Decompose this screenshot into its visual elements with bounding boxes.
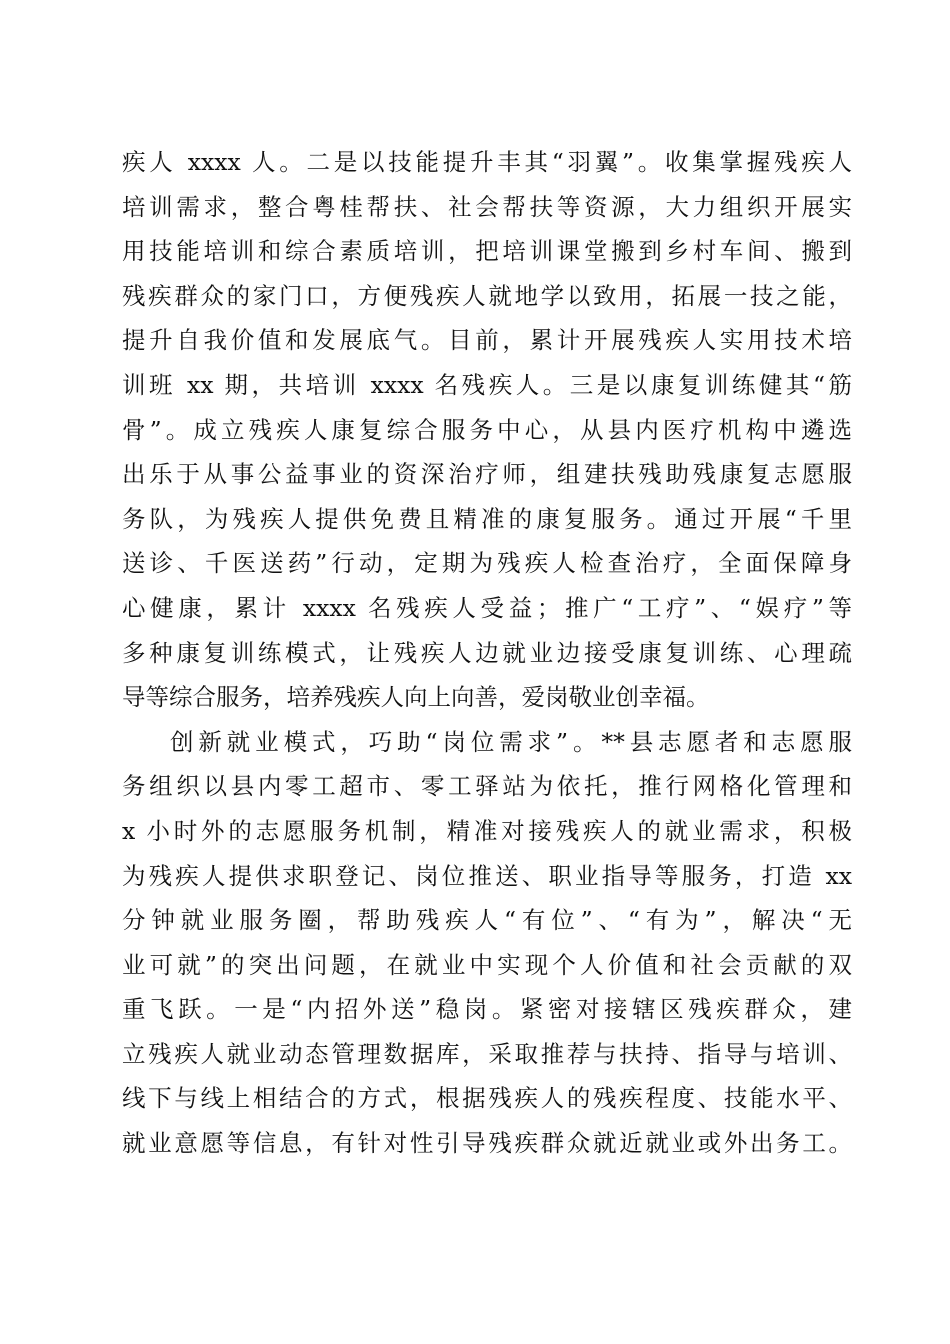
text-line: 重飞跃。一是“内招外送”稳岗。紧密对接辖区残疾群众，建 (122, 995, 852, 1024)
text-line: 培训需求，整合粤桂帮扶、社会帮扶等资源，大力组织开展实 (122, 192, 852, 221)
text-line: 心健康，累计 xxxx 名残疾人受益；推广“工疗”、“娱疗”等 (122, 593, 852, 622)
body-text (122, 140, 852, 1166)
text-line: 疾人 xxxx 人。二是以技能提升丰其“羽翼”。收集掌握残疾人 (122, 148, 852, 176)
text-line: 就业意愿等信息，有针对性引导残疾群众就近就业或外出务工。 (122, 1129, 852, 1158)
text-line: 业可就”的突出问题，在就业中实现个人价值和社会贡献的双 (122, 950, 852, 979)
text-line: 残疾群众的家门口，方便残疾人就地学以致用，拓展一技之能， (122, 281, 852, 310)
paragraph-first-line: 创新就业模式，巧助“岗位需求”。**县志愿者和志愿服 (170, 727, 852, 756)
text-line: 分钟就业服务圈，帮助残疾人“有位”、“有为”，解决“无 (122, 906, 852, 935)
paragraph-end-line: 导等综合服务，培养残疾人向上向善，爱岗敬业创幸福。 (122, 683, 710, 712)
text-line: 为残疾人提供求职登记、岗位推送、职业指导等服务，打造 xx (122, 861, 852, 890)
text-line: 送诊、千医送药”行动，定期为残疾人检查治疗，全面保障身 (122, 549, 852, 578)
text-line: 用技能培训和综合素质培训，把培训课堂搬到乡村车间、搬到 (122, 237, 852, 266)
text-line: 骨”。成立残疾人康复综合服务中心，从县内医疗机构中遴选 (122, 415, 852, 444)
text-line: 提升自我价值和发展底气。目前，累计开展残疾人实用技术培 (122, 326, 852, 355)
text-line: 线下与线上相结合的方式，根据残疾人的残疾程度、技能水平、 (122, 1084, 852, 1113)
text-line: x 小时外的志愿服务机制，精准对接残疾人的就业需求，积极 (122, 816, 852, 845)
text-line: 务组织以县内零工超市、零工驿站为依托，推行网格化管理和 (122, 772, 852, 801)
text-line: 立残疾人就业动态管理数据库，采取推荐与扶持、指导与培训、 (122, 1039, 852, 1068)
text-line: 出乐于从事公益事业的资深治疗师，组建扶残助残康复志愿服 (122, 460, 852, 489)
text-line: 务队，为残疾人提供免费且精准的康复服务。通过开展“千里 (122, 504, 852, 533)
text-line: 训班 xx 期，共培训 xxxx 名残疾人。三是以康复训练健其“筋 (122, 370, 852, 399)
text-line: 多种康复训练模式，让残疾人边就业边接受康复训练、心理疏 (122, 638, 852, 667)
